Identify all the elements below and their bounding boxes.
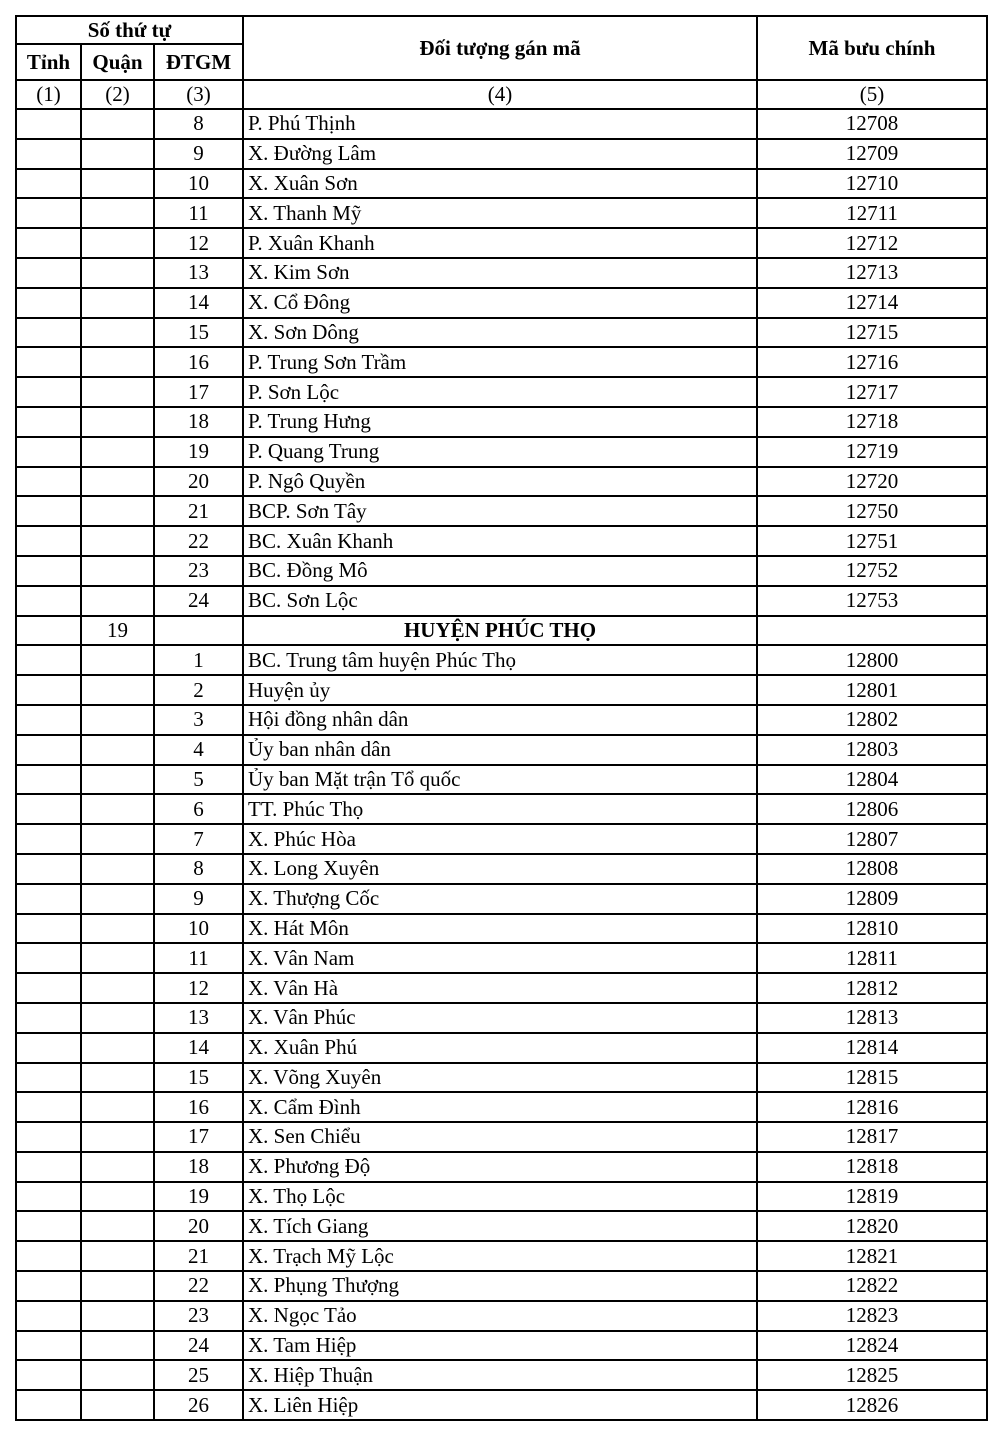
cell-tinh: [16, 765, 81, 795]
cell-tinh: [16, 467, 81, 497]
cell-tinh: [16, 1033, 81, 1063]
cell-tinh: [16, 377, 81, 407]
table-row: [16, 794, 987, 824]
cell-postal-code: 12752: [757, 556, 987, 586]
cell-quan: [81, 586, 154, 616]
index-label-5: (5): [757, 80, 987, 109]
table-row: [16, 973, 987, 1003]
cell-quan: [81, 198, 154, 228]
cell-tinh: [16, 914, 81, 944]
cell-postal-code: 12823: [757, 1301, 987, 1331]
cell-dtgm: [154, 616, 243, 646]
cell-postal-code: 12807: [757, 824, 987, 854]
cell-object-name: X. Trạch Mỹ Lộc: [243, 1241, 757, 1271]
cell-object-name: X. Vân Hà: [243, 973, 757, 1003]
cell-quan: [81, 1063, 154, 1093]
cell-postal-code: 12709: [757, 139, 987, 169]
cell-dtgm: 4: [154, 735, 243, 765]
index-label-3: (3): [154, 80, 243, 109]
cell-dtgm: 9: [154, 884, 243, 914]
cell-postal-code: 12826: [757, 1390, 987, 1420]
cell-quan: [81, 258, 154, 288]
cell-tinh: [16, 1331, 81, 1361]
cell-postal-code: 12710: [757, 169, 987, 199]
cell-quan: [81, 675, 154, 705]
cell-postal-code: 12822: [757, 1271, 987, 1301]
cell-dtgm: 22: [154, 526, 243, 556]
cell-quan: [81, 1271, 154, 1301]
cell-dtgm: 8: [154, 109, 243, 139]
cell-object-name: X. Thanh Mỹ: [243, 198, 757, 228]
table-row: [16, 258, 987, 288]
cell-quan: [81, 1152, 154, 1182]
cell-quan: 19: [81, 616, 154, 646]
cell-tinh: [16, 735, 81, 765]
cell-tinh: [16, 437, 81, 467]
cell-tinh: [16, 824, 81, 854]
cell-dtgm: 21: [154, 1241, 243, 1271]
cell-postal-code: 12816: [757, 1092, 987, 1122]
cell-object-name: X. Sen Chiểu: [243, 1122, 757, 1152]
cell-object-name: X. Tam Hiệp: [243, 1331, 757, 1361]
cell-dtgm: 26: [154, 1390, 243, 1420]
cell-dtgm: 10: [154, 914, 243, 944]
table-row: [16, 288, 987, 318]
cell-tinh: [16, 1360, 81, 1390]
table-body: [16, 109, 987, 1420]
cell-postal-code: 12814: [757, 1033, 987, 1063]
cell-tinh: [16, 407, 81, 437]
cell-dtgm: 14: [154, 1033, 243, 1063]
cell-dtgm: 23: [154, 1301, 243, 1331]
cell-quan: [81, 824, 154, 854]
cell-object-name: BC. Đồng Mô: [243, 556, 757, 586]
cell-tinh: [16, 1182, 81, 1212]
table-row: [16, 1003, 987, 1033]
cell-quan: [81, 496, 154, 526]
cell-quan: [81, 526, 154, 556]
table-row: [16, 1122, 987, 1152]
cell-dtgm: 22: [154, 1271, 243, 1301]
cell-object-name: P. Ngô Quyền: [243, 467, 757, 497]
cell-postal-code: 12802: [757, 705, 987, 735]
cell-postal-code: 12800: [757, 645, 987, 675]
cell-quan: [81, 1211, 154, 1241]
cell-postal-code: 12811: [757, 943, 987, 973]
cell-quan: [81, 318, 154, 348]
cell-postal-code: 12714: [757, 288, 987, 318]
cell-dtgm: 6: [154, 794, 243, 824]
table-row: [16, 765, 987, 795]
cell-quan: [81, 377, 154, 407]
table-row: [16, 139, 987, 169]
cell-postal-code: 12804: [757, 765, 987, 795]
cell-object-name: X. Thượng Cốc: [243, 884, 757, 914]
cell-dtgm: 20: [154, 1211, 243, 1241]
table-row: [16, 228, 987, 258]
cell-tinh: [16, 1003, 81, 1033]
cell-dtgm: 18: [154, 1152, 243, 1182]
cell-object-name: X. Kim Sơn: [243, 258, 757, 288]
cell-dtgm: 14: [154, 288, 243, 318]
cell-tinh: [16, 1301, 81, 1331]
cell-tinh: [16, 1122, 81, 1152]
table-row: [16, 496, 987, 526]
cell-dtgm: 25: [154, 1360, 243, 1390]
table-row: [16, 854, 987, 884]
cell-object-name: P. Sơn Lộc: [243, 377, 757, 407]
table-row: [16, 109, 987, 139]
cell-quan: [81, 169, 154, 199]
cell-object-name: P. Trung Sơn Trầm: [243, 347, 757, 377]
cell-quan: [81, 854, 154, 884]
cell-tinh: [16, 496, 81, 526]
cell-object-name: P. Phú Thịnh: [243, 109, 757, 139]
cell-quan: [81, 1182, 154, 1212]
cell-tinh: [16, 347, 81, 377]
index-label-2: (2): [81, 80, 154, 109]
table-row: [16, 1152, 987, 1182]
cell-quan: [81, 1003, 154, 1033]
cell-postal-code: 12803: [757, 735, 987, 765]
table-row: [16, 645, 987, 675]
cell-dtgm: 23: [154, 556, 243, 586]
cell-dtgm: 13: [154, 258, 243, 288]
cell-object-name: X. Vân Nam: [243, 943, 757, 973]
header-doi-tuong-gan-ma: Đối tượng gán mã: [243, 16, 757, 80]
cell-quan: [81, 1033, 154, 1063]
cell-object-name: X. Xuân Phú: [243, 1033, 757, 1063]
cell-dtgm: 21: [154, 496, 243, 526]
cell-postal-code: 12715: [757, 318, 987, 348]
table-row: [16, 467, 987, 497]
cell-dtgm: 12: [154, 228, 243, 258]
cell-quan: [81, 943, 154, 973]
cell-quan: [81, 139, 154, 169]
cell-postal-code: 12812: [757, 973, 987, 1003]
table-row: [16, 705, 987, 735]
table-row: [16, 1092, 987, 1122]
cell-quan: [81, 645, 154, 675]
table-row: [16, 1211, 987, 1241]
cell-tinh: [16, 645, 81, 675]
cell-object-name: Huyện ủy: [243, 675, 757, 705]
table-row: [16, 198, 987, 228]
cell-postal-code: 12719: [757, 437, 987, 467]
table-row: [16, 1331, 987, 1361]
section-title: HUYỆN PHÚC THỌ: [243, 616, 757, 646]
cell-object-name: BC. Sơn Lộc: [243, 586, 757, 616]
cell-dtgm: 2: [154, 675, 243, 705]
cell-tinh: [16, 884, 81, 914]
cell-object-name: X. Hiệp Thuận: [243, 1360, 757, 1390]
table-row: [16, 1360, 987, 1390]
cell-dtgm: 24: [154, 586, 243, 616]
cell-quan: [81, 437, 154, 467]
cell-quan: [81, 884, 154, 914]
cell-quan: [81, 228, 154, 258]
cell-dtgm: 11: [154, 198, 243, 228]
cell-tinh: [16, 1092, 81, 1122]
cell-quan: [81, 288, 154, 318]
table-row: [16, 824, 987, 854]
header-quan: Quận: [81, 44, 154, 80]
cell-dtgm: 20: [154, 467, 243, 497]
cell-postal-code: 12750: [757, 496, 987, 526]
table-row: [16, 586, 987, 616]
cell-quan: [81, 1122, 154, 1152]
section-row: [16, 616, 987, 646]
cell-postal-code: 12825: [757, 1360, 987, 1390]
table-row: [16, 943, 987, 973]
cell-quan: [81, 914, 154, 944]
table-row: [16, 1271, 987, 1301]
cell-object-name: X. Ngọc Tảo: [243, 1301, 757, 1331]
cell-dtgm: 11: [154, 943, 243, 973]
cell-dtgm: 17: [154, 1122, 243, 1152]
cell-tinh: [16, 169, 81, 199]
cell-postal-code: 12711: [757, 198, 987, 228]
cell-object-name: X. Cổ Đông: [243, 288, 757, 318]
cell-object-name: X. Tích Giang: [243, 1211, 757, 1241]
cell-tinh: [16, 1241, 81, 1271]
cell-tinh: [16, 705, 81, 735]
cell-object-name: BC. Trung tâm huyện Phúc Thọ: [243, 645, 757, 675]
cell-dtgm: 5: [154, 765, 243, 795]
cell-object-name: X. Xuân Sơn: [243, 169, 757, 199]
cell-tinh: [16, 943, 81, 973]
cell-tinh: [16, 198, 81, 228]
cell-object-name: X. Phụng Thượng: [243, 1271, 757, 1301]
cell-dtgm: 10: [154, 169, 243, 199]
cell-tinh: [16, 973, 81, 1003]
cell-tinh: [16, 1211, 81, 1241]
table-row: [16, 735, 987, 765]
cell-dtgm: 3: [154, 705, 243, 735]
cell-object-name: X. Long Xuyên: [243, 854, 757, 884]
cell-quan: [81, 1241, 154, 1271]
cell-tinh: [16, 258, 81, 288]
cell-tinh: [16, 854, 81, 884]
header-group-so-thu-tu: Số thứ tự: [16, 16, 243, 44]
cell-quan: [81, 556, 154, 586]
table-row: [16, 526, 987, 556]
cell-tinh: [16, 675, 81, 705]
cell-dtgm: 16: [154, 347, 243, 377]
cell-dtgm: 12: [154, 973, 243, 1003]
cell-object-name: X. Sơn Dông: [243, 318, 757, 348]
cell-object-name: BCP. Sơn Tây: [243, 496, 757, 526]
cell-dtgm: 1: [154, 645, 243, 675]
cell-postal-code: [757, 616, 987, 646]
cell-tinh: [16, 1152, 81, 1182]
cell-postal-code: 12819: [757, 1182, 987, 1212]
table-row: [16, 437, 987, 467]
cell-postal-code: 12718: [757, 407, 987, 437]
cell-quan: [81, 109, 154, 139]
cell-postal-code: 12801: [757, 675, 987, 705]
cell-dtgm: 9: [154, 139, 243, 169]
cell-quan: [81, 407, 154, 437]
cell-postal-code: 12720: [757, 467, 987, 497]
cell-object-name: P. Xuân Khanh: [243, 228, 757, 258]
cell-postal-code: 12713: [757, 258, 987, 288]
cell-tinh: [16, 318, 81, 348]
cell-postal-code: 12806: [757, 794, 987, 824]
cell-tinh: [16, 228, 81, 258]
cell-object-name: X. Phương Độ: [243, 1152, 757, 1182]
cell-postal-code: 12716: [757, 347, 987, 377]
cell-quan: [81, 705, 154, 735]
cell-object-name: X. Võng Xuyên: [243, 1063, 757, 1093]
cell-dtgm: 15: [154, 1063, 243, 1093]
cell-quan: [81, 347, 154, 377]
cell-postal-code: 12717: [757, 377, 987, 407]
table-row: [16, 884, 987, 914]
cell-object-name: X. Thọ Lộc: [243, 1182, 757, 1212]
cell-object-name: X. Hát Môn: [243, 914, 757, 944]
cell-tinh: [16, 1271, 81, 1301]
table-row: [16, 169, 987, 199]
cell-postal-code: 12808: [757, 854, 987, 884]
cell-object-name: Ủy ban Mặt trận Tổ quốc: [243, 765, 757, 795]
cell-dtgm: 19: [154, 1182, 243, 1212]
table-row: [16, 407, 987, 437]
cell-object-name: X. Liên Hiệp: [243, 1390, 757, 1420]
cell-postal-code: 12824: [757, 1331, 987, 1361]
cell-dtgm: 18: [154, 407, 243, 437]
postal-code-table: [15, 15, 988, 1421]
cell-dtgm: 15: [154, 318, 243, 348]
cell-quan: [81, 765, 154, 795]
cell-object-name: X. Phúc Hòa: [243, 824, 757, 854]
table-row: [16, 318, 987, 348]
cell-tinh: [16, 139, 81, 169]
cell-object-name: BC. Xuân Khanh: [243, 526, 757, 556]
cell-quan: [81, 467, 154, 497]
cell-tinh: [16, 1063, 81, 1093]
cell-postal-code: 12813: [757, 1003, 987, 1033]
cell-tinh: [16, 1390, 81, 1420]
table-row: [16, 1182, 987, 1212]
index-label-1: (1): [16, 80, 81, 109]
cell-dtgm: 24: [154, 1331, 243, 1361]
cell-object-name: X. Vân Phúc: [243, 1003, 757, 1033]
cell-dtgm: 19: [154, 437, 243, 467]
cell-object-name: Ủy ban nhân dân: [243, 735, 757, 765]
cell-quan: [81, 735, 154, 765]
cell-postal-code: 12815: [757, 1063, 987, 1093]
cell-object-name: P. Quang Trung: [243, 437, 757, 467]
cell-postal-code: 12820: [757, 1211, 987, 1241]
table-row: [16, 675, 987, 705]
cell-postal-code: 12751: [757, 526, 987, 556]
cell-object-name: X. Cẩm Đình: [243, 1092, 757, 1122]
cell-object-name: Hội đồng nhân dân: [243, 705, 757, 735]
cell-object-name: TT. Phúc Thọ: [243, 794, 757, 824]
cell-tinh: [16, 794, 81, 824]
cell-quan: [81, 1390, 154, 1420]
table-row: [16, 1301, 987, 1331]
cell-quan: [81, 1360, 154, 1390]
table-row: [16, 1063, 987, 1093]
cell-object-name: P. Trung Hưng: [243, 407, 757, 437]
cell-tinh: [16, 526, 81, 556]
cell-tinh: [16, 616, 81, 646]
cell-tinh: [16, 586, 81, 616]
header-ma-buu-chinh: Mã bưu chính: [757, 16, 987, 80]
table-row: [16, 1033, 987, 1063]
cell-quan: [81, 973, 154, 1003]
table-row: [16, 1241, 987, 1271]
cell-postal-code: 12818: [757, 1152, 987, 1182]
header-tinh: Tỉnh: [16, 44, 81, 80]
cell-postal-code: 12712: [757, 228, 987, 258]
cell-dtgm: 17: [154, 377, 243, 407]
cell-postal-code: 12708: [757, 109, 987, 139]
cell-postal-code: 12753: [757, 586, 987, 616]
table-row: [16, 347, 987, 377]
cell-postal-code: 12817: [757, 1122, 987, 1152]
cell-postal-code: 12809: [757, 884, 987, 914]
cell-quan: [81, 1301, 154, 1331]
table-row: [16, 556, 987, 586]
cell-postal-code: 12821: [757, 1241, 987, 1271]
cell-quan: [81, 794, 154, 824]
cell-postal-code: 12810: [757, 914, 987, 944]
cell-tinh: [16, 556, 81, 586]
table-row: [16, 377, 987, 407]
cell-tinh: [16, 288, 81, 318]
header-dtgm: ĐTGM: [154, 44, 243, 80]
index-label-4: (4): [243, 80, 757, 109]
cell-dtgm: 13: [154, 1003, 243, 1033]
cell-object-name: X. Đường Lâm: [243, 139, 757, 169]
cell-dtgm: 7: [154, 824, 243, 854]
cell-quan: [81, 1331, 154, 1361]
cell-dtgm: 8: [154, 854, 243, 884]
table-row: [16, 1390, 987, 1420]
cell-tinh: [16, 109, 81, 139]
cell-quan: [81, 1092, 154, 1122]
cell-dtgm: 16: [154, 1092, 243, 1122]
table-row: [16, 914, 987, 944]
